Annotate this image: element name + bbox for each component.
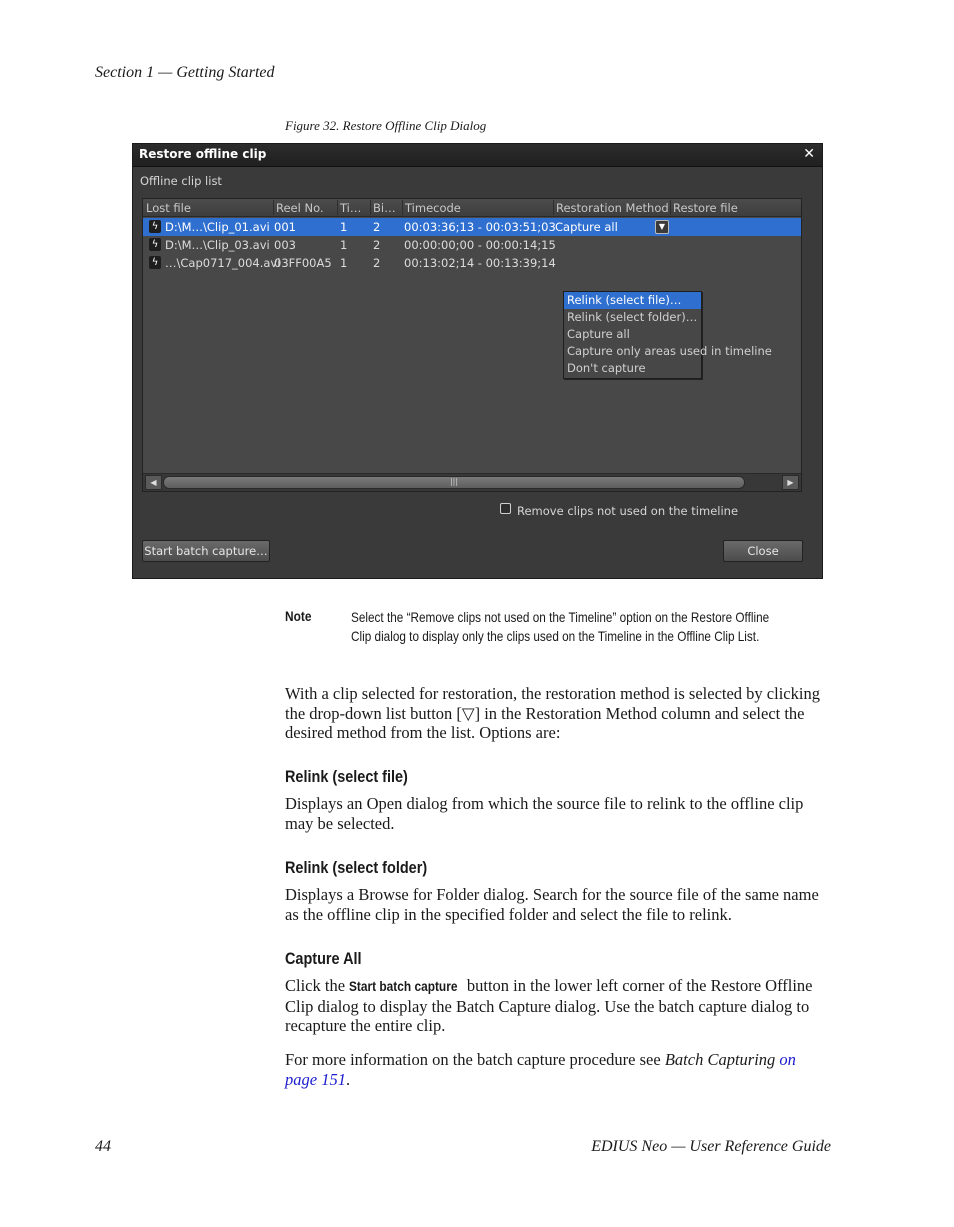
cell-timecode: 00:03:36;13 - 00:03:51;03 <box>404 220 556 234</box>
section-header: Section 1 — Getting Started <box>95 64 275 81</box>
menu-item-capture-all[interactable]: Capture all <box>567 327 630 341</box>
column-header-ti[interactable]: Ti… <box>340 201 362 215</box>
list-header <box>143 199 801 217</box>
note-label: Note <box>285 608 312 624</box>
close-icon[interactable]: ✕ <box>803 146 815 162</box>
restoration-method-menu <box>563 291 772 379</box>
cell-reel: 001 <box>274 220 296 234</box>
relink-folder-body: Displays a Browse for Folder dialog. Search for the source file of the same name as the offline clip in the specified folder and select the file to relink. <box>285 885 819 924</box>
menu-item-capture-used-areas[interactable]: Capture only areas used in timeline <box>567 344 772 358</box>
close-button[interactable]: Close <box>723 540 803 562</box>
column-header-reel-no[interactable]: Reel No. <box>276 201 324 215</box>
page-number: 44 <box>95 1138 111 1155</box>
cell-timecode: 00:13:02;14 - 00:13:39;14 <box>404 256 556 270</box>
more-info-paragraph: For more information on the batch capture procedure see Batch Capturing on page 151. <box>285 1050 796 1089</box>
column-header-restoration-method[interactable]: Restoration Method <box>556 201 669 215</box>
remove-clips-label: Remove clips not used on the timeline <box>517 504 739 518</box>
offline-clip-icon: ϟ <box>149 238 161 251</box>
cell-ti: 1 <box>340 238 348 252</box>
cell-bi: 2 <box>373 238 381 252</box>
dialog-titlebar <box>133 144 822 167</box>
menu-item-relink-file[interactable]: Relink (select file)… <box>564 292 701 309</box>
menu-item-relink-folder[interactable]: Relink (select folder)… <box>567 310 698 324</box>
table-row[interactable] <box>143 236 801 254</box>
horizontal-scrollbar[interactable] <box>143 473 801 491</box>
menu-item-dont-capture[interactable]: Don't capture <box>567 361 646 375</box>
intro-paragraph: With a clip selected for restoration, the restoration method is selected by clicking the drop-down list button [▽] in the Restoration Method column and select the desired method from the list. Options are: <box>285 684 820 743</box>
note-text: Select the “Remove clips not used on the Timeline” option on the Restore Offline Clip dialog to display only the clips used on the Timeline in the Offline Clip List. <box>351 609 770 644</box>
cell-lost-file: D:\M…\Clip_01.avi <box>165 220 270 234</box>
column-header-lost-file[interactable]: Lost file <box>146 201 191 215</box>
remove-clips-checkbox[interactable] <box>500 503 511 514</box>
offline-clip-icon: ϟ <box>149 256 161 269</box>
heading-capture-all: Capture All <box>285 949 362 968</box>
table-row[interactable] <box>143 254 801 272</box>
cell-timecode: 00:00:00;00 - 00:00:14;15 <box>404 238 556 252</box>
method-dropdown-button[interactable]: ▼ <box>655 220 669 234</box>
offline-clip-list-label: Offline clip list <box>140 174 222 188</box>
column-header-restore-file[interactable]: Restore file <box>673 201 738 215</box>
table-row[interactable] <box>143 218 801 236</box>
offline-clip-icon: ϟ <box>149 220 161 233</box>
cell-ti: 1 <box>340 256 348 270</box>
cell-lost-file: D:\M…\Clip_03.avi <box>165 238 270 252</box>
start-batch-capture-button[interactable]: Start batch capture… <box>142 540 270 562</box>
cell-reel: 003 <box>274 238 296 252</box>
scroll-thumb[interactable]: ||| <box>163 476 745 489</box>
cell-ti: 1 <box>340 220 348 234</box>
page-link[interactable]: on page 151 <box>285 1050 796 1089</box>
column-header-timecode[interactable]: Timecode <box>405 201 461 215</box>
cell-lost-file: …\Cap0717_004.avi <box>165 256 281 270</box>
restore-offline-clip-dialog <box>132 143 823 579</box>
cell-reel: 03FF00A5 <box>274 256 332 270</box>
scroll-left-icon[interactable]: ◀ <box>145 475 162 490</box>
offline-clip-list[interactable] <box>142 198 802 492</box>
dialog-title: Restore offline clip <box>139 147 267 161</box>
capture-all-body: Click the Start batch capture button in the lower left corner of the Restore Offline Clip dialog to display the Batch Capture dialog. Use the batch capture dialog to recapture the entire clip. <box>285 976 813 1036</box>
cell-bi: 2 <box>373 220 381 234</box>
start-batch-capture-ref: Start batch capture <box>349 978 458 994</box>
cell-bi: 2 <box>373 256 381 270</box>
heading-relink-file: Relink (select file) <box>285 767 408 786</box>
footer-title: EDIUS Neo — User Reference Guide <box>591 1138 831 1155</box>
cell-method: Capture all <box>555 220 618 234</box>
relink-file-body: Displays an Open dialog from which the source file to relink to the offline clip may be selected. <box>285 794 804 833</box>
figure-caption: Figure 32. Restore Offline Clip Dialog <box>285 118 487 133</box>
heading-relink-folder: Relink (select folder) <box>285 858 428 877</box>
column-header-bi[interactable]: Bi… <box>373 201 396 215</box>
scroll-right-icon[interactable]: ▶ <box>782 475 799 490</box>
